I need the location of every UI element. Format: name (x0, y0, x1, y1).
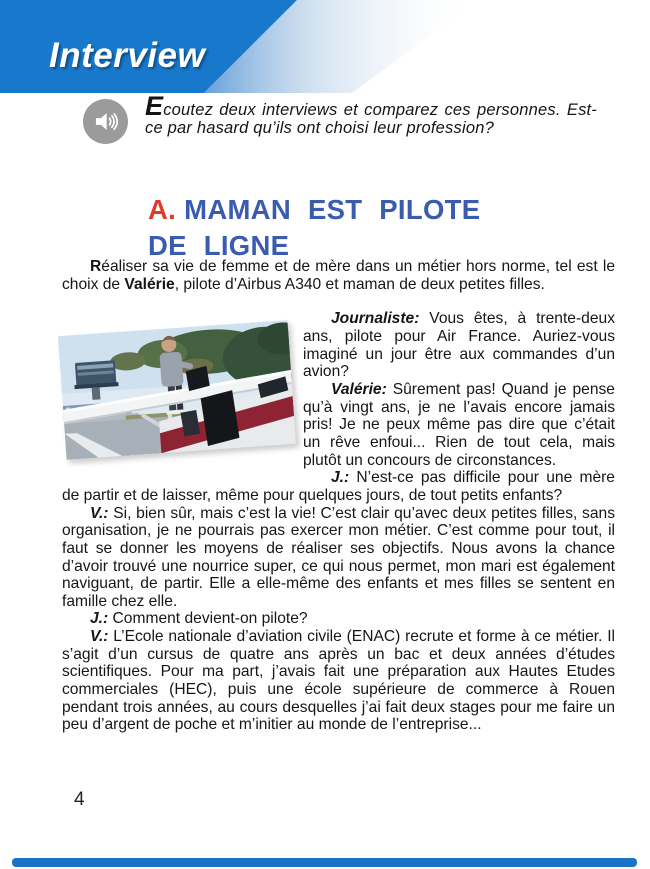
dialogue-journaliste-3 (62, 610, 615, 628)
photo-container (62, 314, 298, 486)
dialogue-text: Si, bien sûr, mais c’est la vie! C’est clair qu’avec deux petites filles, sans organisation, je ne pourrais pas exercer mon métier. C’est comme pour tout, il faut se donner les moyens de réaliser ses objectifs. Nous avons la chance d’avoir trouvé une nourrice super, ce qui nous permet, mon mari est également naviguant, de partir. Elle a elle-même des enfants et mes filles se sentent en famille chez elle. (62, 504, 615, 610)
interview-dialogue (62, 310, 615, 734)
speaker-label: Valérie: (331, 380, 387, 398)
dialogue-text: Sûrement pas! Quand je pense qu’à vingt ans, je ne l’avais encore jamais pris! Je ne peux même pas dire que c’était un rêve enfoui... Rien de tout cela, mais plutôt un concours de circonstances. (303, 380, 615, 469)
dialogue-text: L’Ecole nationale d’aviation civile (ENAC) recrute et forme à ce métier. Il s’agit d’un cursus de quatre ans après un bac et deux années d’études scientifiques. Pour ma part, j’avais fait une préparation aux Hautes Etudes commerciales (HEC), puis une école supérieure de commerce à Rouen pendant trois années, au cours desquelles j’ai fait deux stages pour me faire un peu d’argent de poche et m’initier au monde de l’entreprise... (62, 628, 615, 734)
page-banner (0, 0, 650, 93)
photo-pilot-airplane (58, 320, 296, 460)
dialogue-text: N’est-ce pas difficile pour une mère de partir et de laisser, même pour quelques jours, de tout petits enfants? (62, 469, 615, 504)
dialogue-text: Vous êtes, à trente-deux ans, pilote pour Air France. Auriez-vous imaginé un jour être aux commandes d’un avion? (303, 310, 615, 381)
dialogue-text: Comment devient-on pilote? (112, 610, 308, 628)
section-label: A. (148, 194, 177, 225)
speaker-label: Journaliste: (331, 310, 420, 328)
lead-paragraph (62, 258, 615, 293)
listening-instruction (145, 91, 597, 138)
article-body (62, 258, 615, 734)
section-title-line1: MAMAN EST PILOTE (184, 194, 481, 225)
dialogue-valerie-3 (62, 628, 615, 734)
speaker-label: V.: (90, 628, 109, 646)
lead-paragraph-text: éaliser sa vie de femme et de mère dans un métier hors norme, tel est le choix de (62, 258, 615, 293)
instruction-text: coutez deux interviews et comparez ces personnes. Est-ce par hasard qu’ils ont choisi leur profession? (145, 101, 597, 138)
section-title-line2: DE LIGNE (148, 230, 290, 261)
page-title: Interview (49, 36, 206, 75)
dialogue-valerie-2 (62, 505, 615, 611)
lead-paragraph-text-end: , pilote d’Airbus A340 et maman de deux petites filles. (174, 275, 545, 293)
lead-letter: R (90, 258, 102, 275)
page-number: 4 (74, 789, 85, 810)
section-heading (148, 192, 480, 264)
speaker-label: V.: (90, 504, 109, 522)
instruction-lead-letter: E (145, 91, 164, 121)
bottom-edge-bar (12, 858, 637, 867)
speaker-label: J.: (90, 610, 109, 628)
speaker-label: J.: (331, 469, 350, 487)
person-name: Valérie (124, 275, 175, 293)
speaker-icon (83, 99, 128, 144)
